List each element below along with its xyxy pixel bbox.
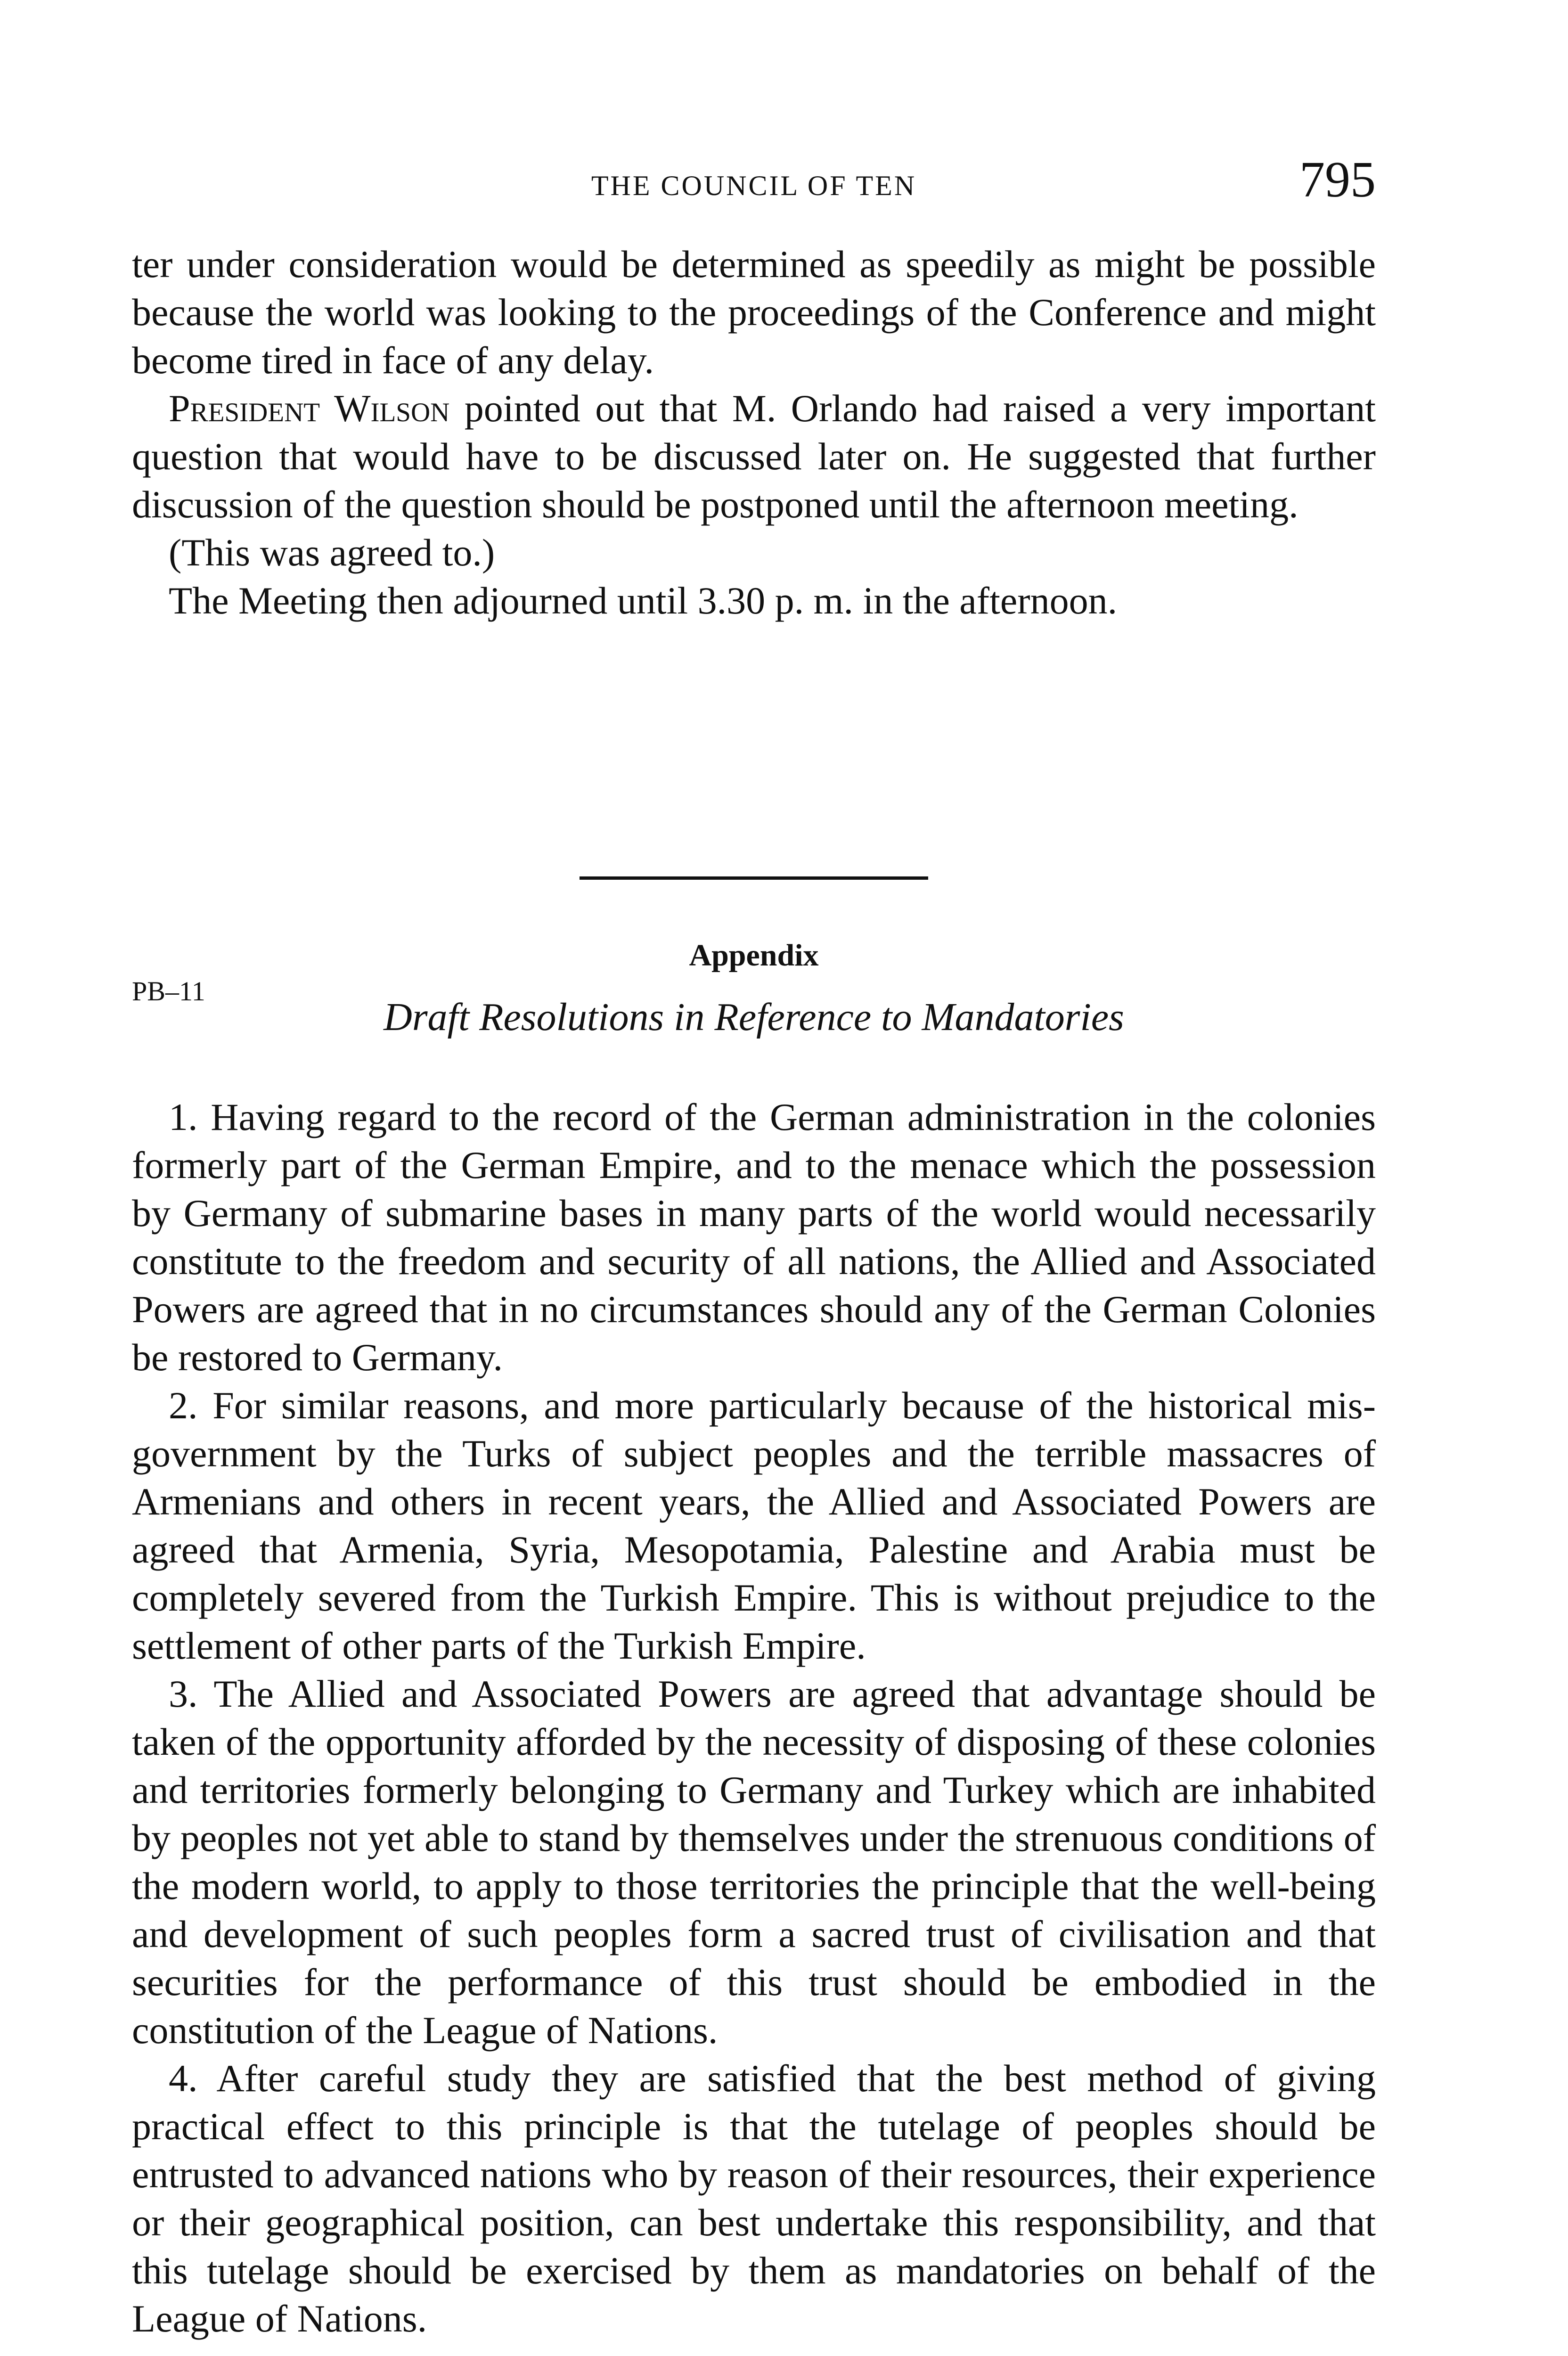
resolution-item: 4. After careful study they are satisfied that the best method of giving practical effect to this principle is that the tutelage of peoples should be entrusted to advanced nations who by reason of their resources, their experience or their geographical position, can best undertake this responsibility, and that this tutelage should be exercised by them as mandatories on behalf of the League of Nations. (132, 2057, 1376, 2340)
speaker-name: President Wilson (169, 387, 450, 430)
paragraph-wilson (132, 384, 1376, 529)
paragraph-agreed: (This was agreed to.) (169, 531, 495, 574)
resolution-item: 1. Having regard to the record of the German administration in the colonies formerly part of the German Empire, and to the menace which the possession by Germany of submarine bases in many parts of the world would necessarily constitute to the freedom and security of all nations, the Allied and Associated Powers are agreed that in no circumstances should any of the German Colonies be restored to Germany. (132, 1096, 1376, 1379)
section-divider (580, 876, 928, 880)
document-page (132, 132, 1376, 2356)
appendix-heading (132, 924, 1376, 1065)
running-title: THE COUNCIL OF TEN (591, 170, 917, 201)
body-text (132, 240, 1376, 625)
paragraph-wilson-text: pointed out that M. Orlando had raised a very important question that would have to be discussed later on. He suggested that further discussion of the question should be postponed until the afternoon meeting. (132, 387, 1376, 526)
resolution-item: 3. The Allied and Associated Powers are agreed that advantage should be taken of the opportunity afforded by the necessity of disposing of these colonies and territories formerly belonging to Germany and Turkey which are inhabited by peoples not yet able to stand by themselves under the strenuous conditions of the modern world, to apply to those territories the principle that the well-being and development of such peoples form a sacred trust of civilisation and that securities for the performance of this trust should be embodied in the constitution of the League of Nations. (132, 1672, 1376, 2052)
paragraph-continuation: ter under consideration would be determined as speedily as might be possible because the world was looking to the proceedings of the Conference and might become tired in face of any delay. (132, 243, 1376, 382)
resolutions-list (132, 1093, 1376, 2343)
appendix-subtitle: Draft Resolutions in Reference to Mandatories (384, 995, 1124, 1039)
margin-reference: PB–11 (132, 976, 205, 1006)
paragraph-adjourned: The Meeting then adjourned until 3.30 p. m. in the afternoon. (169, 579, 1118, 622)
appendix-title: Appendix (689, 938, 819, 973)
page-number: 795 (1299, 152, 1376, 208)
resolution-item: 2. For similar reasons, and more particularly because of the historical mis-government by the Turks of subject peoples and the terrible massacres of Armenians and others in recent years, the Allied and Associated Powers are agreed that Armenia, Syria, Mesopotamia, Palestine and Arabia must be completely severed from the Turkish Empire. This is without prejudice to the settlement of other parts of the Turkish Empire. (132, 1384, 1376, 1667)
running-head (132, 132, 1376, 212)
